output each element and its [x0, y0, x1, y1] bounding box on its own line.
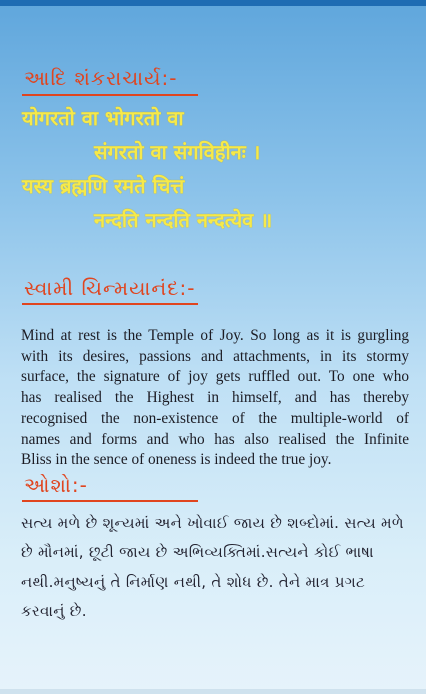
- heading-osho: ઓશો:-: [24, 473, 88, 497]
- heading-underline: [22, 94, 198, 96]
- osho-line-1: સત્ય મળે છે શૂન્યમાં અને ખોવાઈ જાય છે શબ્દોમાં. સત્ય મળે: [21, 514, 404, 532]
- bottom-edge: [0, 689, 426, 694]
- osho-line-4: કરવાનું છે.: [21, 602, 87, 620]
- osho-line-3: નથી.મનુષ્યનું તે નિર્માણ નથી, તે શોધ છે. તેને માત્ર પ્રગટ: [21, 573, 366, 591]
- heading-underline: [22, 303, 198, 305]
- verse-line-3: यस्य ब्रह्मणि रमते चित्तं: [22, 174, 185, 198]
- heading-swami-chinmayananda: સ્વામી ચિન્મયાનંદ:-: [24, 276, 196, 300]
- verse-line-1: योगरतो वा भोगरतो वा: [22, 106, 184, 130]
- paragraph-line: Bliss in the sence of oneness is indeed the true joy.: [21, 451, 332, 469]
- top-edge: [0, 0, 426, 6]
- paragraph-line: recognised the non-existence of the multiple-world of: [21, 409, 409, 427]
- heading-adi-shankaracharya: આદિ શંકરાચાર્ય:-: [24, 66, 178, 90]
- paragraph-line: names and forms and who has also realised the Infinite: [21, 430, 409, 448]
- verse-line-4: नन्दति नन्दति नन्दत्येव ॥: [94, 208, 273, 232]
- paragraph-line: has realised the Highest in himself, and has thereby: [21, 389, 409, 407]
- quote-paragraph: [21, 326, 409, 471]
- osho-line-2: છે મૌનમાં, છૂટી જાય છે અભિવ્યક્તિમાં.સત્યને કોઈ ભાષા: [21, 543, 374, 561]
- paragraph-line: Mind at rest is the Temple of Joy. So long as it is gurgling: [21, 327, 409, 344]
- verse-line-2: संगरतो वा संगविहीनः ।: [94, 140, 261, 164]
- paragraph-line: with its desires, passions and attachments, in its stormy: [21, 347, 409, 365]
- paragraph-line: surface, the signature of joy gets ruffled out. To one who: [21, 368, 409, 386]
- heading-underline: [22, 500, 198, 502]
